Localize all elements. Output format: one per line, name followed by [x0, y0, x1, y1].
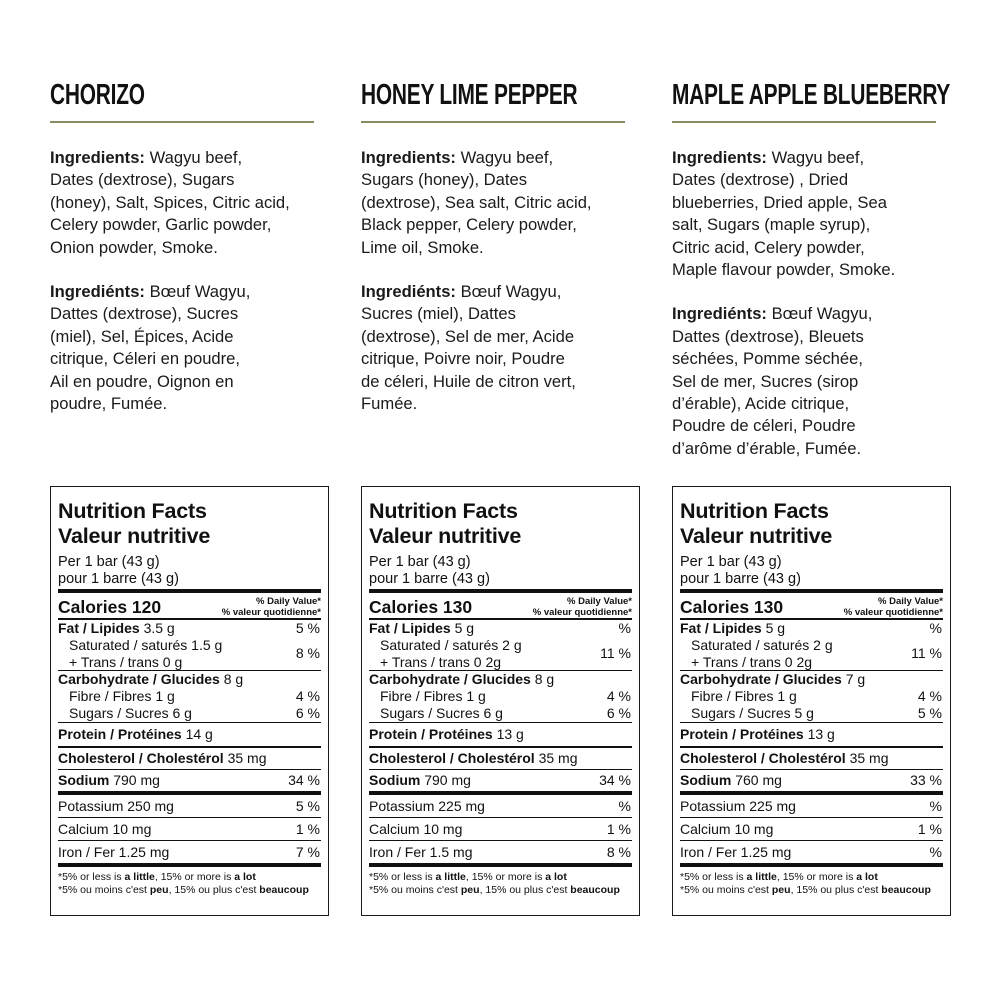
ingredients-french [50, 281, 328, 415]
daily-value-header [844, 596, 943, 618]
daily-value-fr: % valeur quotidienne* [843, 607, 943, 618]
fibre-dv: 4 % [917, 688, 942, 704]
sodium-amount: 760 mg [731, 772, 782, 788]
product-title: HONEY LIME PEPPER [361, 79, 578, 111]
ingredients-fr-text: Bœuf Wagyu, Dattes (dextrose), Bleuets séchées, Pomme séchée, Sel de mer, Sucres (sirop d’érable), Acide citrique, Poudre de céleri, Poudre d’arôme d’érable, Fumée. [672, 304, 873, 458]
title-divider [50, 121, 314, 123]
daily-value-header [222, 596, 321, 618]
iron-label: Iron / Fer 1.25 mg [58, 843, 170, 860]
fibre-dv: 4 % [295, 688, 320, 704]
iron-label: Iron / Fer 1.5 mg [369, 843, 473, 860]
fibre-row [680, 688, 943, 705]
sugars-dv: 6 % [295, 705, 320, 721]
protein-row [369, 723, 632, 746]
sodium-amount: 790 mg [109, 772, 160, 788]
footnote [680, 871, 943, 897]
nutrition-heading [58, 499, 321, 549]
footnote-en-part: , 15% or more is [154, 871, 235, 883]
nutrition-facts-panel [361, 486, 640, 916]
carb-label: Carbohydrate / Glucides [369, 671, 531, 687]
iron-row [680, 841, 943, 863]
fat-label: Fat / Lipides [369, 620, 451, 636]
ingredients-english [50, 147, 328, 259]
fat-amount: 5 g [761, 620, 786, 636]
ingredients-french [361, 281, 639, 415]
sugars-dv: 6 % [606, 705, 631, 721]
footnote-fr-part: *5% ou moins c'est [369, 884, 461, 896]
serving-size-fr: pour 1 barre (43 g) [369, 571, 490, 587]
sodium-row [369, 770, 632, 791]
ingredients-fr-label: Ingrediénts: [50, 282, 145, 302]
ingredients-block [50, 147, 328, 415]
sat-trans-row [58, 637, 321, 670]
carb-label: Carbohydrate / Glucides [58, 671, 220, 687]
fat-dv: % [618, 620, 631, 636]
cholesterol-amount: 35 mg [223, 750, 267, 766]
cholesterol-amount: 35 mg [534, 750, 578, 766]
calories-row [58, 596, 321, 618]
footnote-fr-bold: beaucoup [259, 884, 309, 896]
iron-label: Iron / Fer 1.25 mg [680, 843, 792, 860]
trans-fat: + Trans / trans 0 2g [691, 653, 813, 670]
sugars-row [369, 705, 632, 722]
serving-size-en: Per 1 bar (43 g) [369, 554, 471, 570]
footnote-fr [58, 884, 321, 897]
footnote-en [680, 871, 943, 884]
footnote-fr-bold: beaucoup [881, 884, 931, 896]
footnote-fr-part: , 15% ou plus c'est [479, 884, 571, 896]
sugars-label: Sugars / Sucres 5 g [691, 705, 814, 721]
carb-label: Carbohydrate / Glucides [680, 671, 842, 687]
calories-value: Calories 130 [680, 596, 784, 617]
footnote-fr-bold: peu [460, 884, 480, 896]
serving-size [369, 554, 632, 588]
thick-rule [58, 863, 321, 867]
cholesterol-label: Cholesterol / Cholestérol [58, 750, 224, 766]
sugars-label: Sugars / Sucres 6 g [380, 705, 503, 721]
serving-size-fr: pour 1 barre (43 g) [680, 571, 801, 587]
fat-row [369, 620, 632, 637]
carb-amount: 8 g [530, 671, 555, 687]
footnote-fr-part: , 15% ou plus c'est [790, 884, 882, 896]
ingredients-fr-text: Bœuf Wagyu, Dattes (dextrose), Sucres (miel), Sel, Épices, Acide citrique, Céleri en poudre, Ail en poudre, Oignon en poudre, Fumée. [50, 282, 251, 414]
footnote-en-bold: a lot [856, 871, 878, 883]
carb-amount: 8 g [219, 671, 244, 687]
sugars-row [680, 705, 943, 722]
calcium-row [58, 818, 321, 840]
protein-amount: 13 g [492, 726, 524, 742]
cholesterol-row [680, 748, 943, 769]
ingredients-block [361, 147, 639, 415]
footnote-en-bold: a little [435, 871, 466, 883]
nutrition-heading-fr: Valeur nutritive [680, 524, 833, 548]
fat-row [58, 620, 321, 637]
fibre-label: Fibre / Fibres 1 g [380, 688, 486, 704]
sugars-label: Sugars / Sucres 6 g [69, 705, 192, 721]
ingredients-fr-label: Ingrediénts: [361, 282, 456, 302]
daily-value-fr: % valeur quotidienne* [532, 607, 632, 618]
ingredients-en-label: Ingredients: [361, 148, 456, 167]
footnote-fr-part: *5% ou moins c'est [58, 884, 150, 896]
ingredients-en-label: Ingredients: [50, 148, 145, 167]
footnote-en-bold: a little [746, 871, 777, 883]
ingredients-en-label: Ingredients: [672, 148, 767, 167]
nutrition-heading-fr: Valeur nutritive [369, 524, 522, 548]
calories-row [369, 596, 632, 618]
footnote-fr-bold: peu [149, 884, 169, 896]
potassium-label: Potassium 225 mg [680, 797, 796, 814]
ingredients-french [672, 303, 950, 460]
cholesterol-row [58, 748, 321, 769]
fibre-row [369, 688, 632, 705]
iron-row [369, 841, 632, 863]
trans-fat: + Trans / trans 0 g [69, 653, 183, 670]
sodium-dv: 34 % [599, 772, 631, 788]
thick-rule [369, 589, 632, 593]
serving-size [58, 554, 321, 588]
footnote [58, 871, 321, 897]
iron-dv: 7 % [295, 843, 320, 860]
sodium-label: Sodium [369, 772, 421, 788]
potassium-dv: % [618, 797, 631, 814]
nutrition-heading-en: Nutrition Facts [680, 499, 829, 523]
sat-trans-row [369, 637, 632, 670]
fibre-row [58, 688, 321, 705]
calories-value: Calories 130 [369, 596, 473, 617]
fibre-dv: 4 % [606, 688, 631, 704]
serving-size [680, 554, 943, 588]
potassium-row [680, 795, 943, 817]
iron-row [58, 841, 321, 863]
iron-dv: % [929, 843, 942, 860]
trans-fat: + Trans / trans 0 2g [380, 653, 502, 670]
calcium-row [369, 818, 632, 840]
ingredients-block [672, 147, 950, 460]
protein-label: Protein / Protéines [58, 726, 182, 742]
nutrition-heading-fr: Valeur nutritive [58, 524, 211, 548]
calcium-dv: 1 % [917, 820, 942, 837]
product-title: MAPLE APPLE BLUEBERRY [672, 79, 951, 111]
fat-label: Fat / Lipides [680, 620, 762, 636]
serving-size-fr: pour 1 barre (43 g) [58, 571, 179, 587]
calcium-label: Calcium 10 mg [680, 820, 774, 837]
footnote-en-bold: a lot [234, 871, 256, 883]
potassium-dv: % [929, 797, 942, 814]
sugars-dv: 5 % [917, 705, 942, 721]
footnote-en-bold: a lot [545, 871, 567, 883]
sat-trans-dv: 11 % [600, 645, 631, 661]
footnote-fr-bold: peu [771, 884, 791, 896]
sodium-dv: 34 % [288, 772, 320, 788]
footnote-fr-part: *5% ou moins c'est [680, 884, 772, 896]
nutrition-heading-en: Nutrition Facts [58, 499, 207, 523]
footnote-fr-bold: beaucoup [570, 884, 620, 896]
footnote-en [58, 871, 321, 884]
nutrition-facts-panel [50, 486, 329, 916]
fat-amount: 5 g [450, 620, 475, 636]
fat-label: Fat / Lipides [58, 620, 140, 636]
sugars-row [58, 705, 321, 722]
serving-size-en: Per 1 bar (43 g) [58, 554, 160, 570]
calories-row [680, 596, 943, 618]
title-divider [361, 121, 625, 123]
nutrition-heading [680, 499, 943, 549]
sat-trans-dv: 11 % [911, 645, 942, 661]
iron-dv: 8 % [606, 843, 631, 860]
daily-value-en: % Daily Value* [256, 596, 321, 607]
nutrition-facts-panel [672, 486, 951, 916]
thick-rule [58, 589, 321, 593]
saturated-fat: Saturated / saturés 1.5 g [69, 637, 223, 653]
potassium-dv: 5 % [295, 797, 320, 814]
cholesterol-amount: 35 mg [845, 750, 889, 766]
daily-value-header [533, 596, 632, 618]
footnote-fr [369, 884, 632, 897]
protein-row [680, 723, 943, 746]
sodium-label: Sodium [58, 772, 110, 788]
protein-amount: 13 g [803, 726, 835, 742]
sodium-amount: 790 mg [420, 772, 471, 788]
cholesterol-label: Cholesterol / Cholestérol [369, 750, 535, 766]
footnote-en-part: *5% or less is [680, 871, 747, 883]
footnote-en-part: *5% or less is [369, 871, 436, 883]
sodium-row [680, 770, 943, 791]
nutrition-heading-en: Nutrition Facts [369, 499, 518, 523]
saturated-fat: Saturated / saturés 2 g [691, 637, 833, 653]
potassium-label: Potassium 250 mg [58, 797, 174, 814]
fibre-label: Fibre / Fibres 1 g [69, 688, 175, 704]
calcium-dv: 1 % [295, 820, 320, 837]
calcium-dv: 1 % [606, 820, 631, 837]
carb-row [58, 671, 321, 688]
ingredients-en-text: Wagyu beef, Dates (dextrose) , Dried blueberries, Dried apple, Sea salt, Sugars (maple syrup), Citric acid, Celery powder, Maple flavour powder, Smoke. [672, 148, 896, 280]
ingredients-fr-text: Bœuf Wagyu, Sucres (miel), Dattes (dextrose), Sel de mer, Acide citrique, Poivre noir, Poudre de céleri, Huile de citron vert, Fumée. [361, 282, 576, 414]
fat-row [680, 620, 943, 637]
title-divider [672, 121, 936, 123]
carb-row [680, 671, 943, 688]
footnote-fr [680, 884, 943, 897]
protein-amount: 14 g [181, 726, 213, 742]
sat-trans-dv: 8 % [295, 645, 320, 661]
daily-value-fr: % valeur quotidienne* [221, 607, 321, 618]
carb-amount: 7 g [841, 671, 866, 687]
fat-dv: % [929, 620, 942, 636]
footnote-en-part: , 15% or more is [776, 871, 857, 883]
protein-row [58, 723, 321, 746]
footnote [369, 871, 632, 897]
potassium-row [58, 795, 321, 817]
potassium-label: Potassium 225 mg [369, 797, 485, 814]
sodium-row [58, 770, 321, 791]
ingredients-en-text: Wagyu beef, Sugars (honey), Dates (dextrose), Sea salt, Citric acid, Black pepper, Celery powder, Lime oil, Smoke. [361, 148, 592, 257]
thick-rule [680, 589, 943, 593]
sodium-dv: 33 % [910, 772, 942, 788]
daily-value-en: % Daily Value* [878, 596, 943, 607]
footnote-fr-part: , 15% ou plus c'est [168, 884, 260, 896]
cholesterol-label: Cholesterol / Cholestérol [680, 750, 846, 766]
serving-size-en: Per 1 bar (43 g) [680, 554, 782, 570]
carb-row [369, 671, 632, 688]
nutrition-heading [369, 499, 632, 549]
fat-amount: 3.5 g [139, 620, 175, 636]
calcium-row [680, 818, 943, 840]
ingredients-english [361, 147, 639, 259]
footnote-en [369, 871, 632, 884]
ingredients-en-text: Wagyu beef, Dates (dextrose), Sugars (honey), Salt, Spices, Citric acid, Celery powder, Garlic powder, Onion powder, Smoke. [50, 148, 290, 257]
thick-rule [369, 863, 632, 867]
sodium-label: Sodium [680, 772, 732, 788]
calcium-label: Calcium 10 mg [369, 820, 463, 837]
calories-value: Calories 120 [58, 596, 162, 617]
daily-value-en: % Daily Value* [567, 596, 632, 607]
protein-label: Protein / Protéines [369, 726, 493, 742]
sat-trans-row [680, 637, 943, 670]
footnote-en-part: *5% or less is [58, 871, 125, 883]
calcium-label: Calcium 10 mg [58, 820, 152, 837]
thick-rule [680, 863, 943, 867]
ingredients-english [672, 147, 950, 281]
product-title: CHORIZO [50, 79, 145, 111]
footnote-en-part: , 15% or more is [465, 871, 546, 883]
cholesterol-row [369, 748, 632, 769]
fibre-label: Fibre / Fibres 1 g [691, 688, 797, 704]
fat-dv: 5 % [295, 620, 320, 636]
saturated-fat: Saturated / saturés 2 g [380, 637, 522, 653]
ingredients-fr-label: Ingrediénts: [672, 304, 767, 324]
footnote-en-bold: a little [124, 871, 155, 883]
protein-label: Protein / Protéines [680, 726, 804, 742]
potassium-row [369, 795, 632, 817]
